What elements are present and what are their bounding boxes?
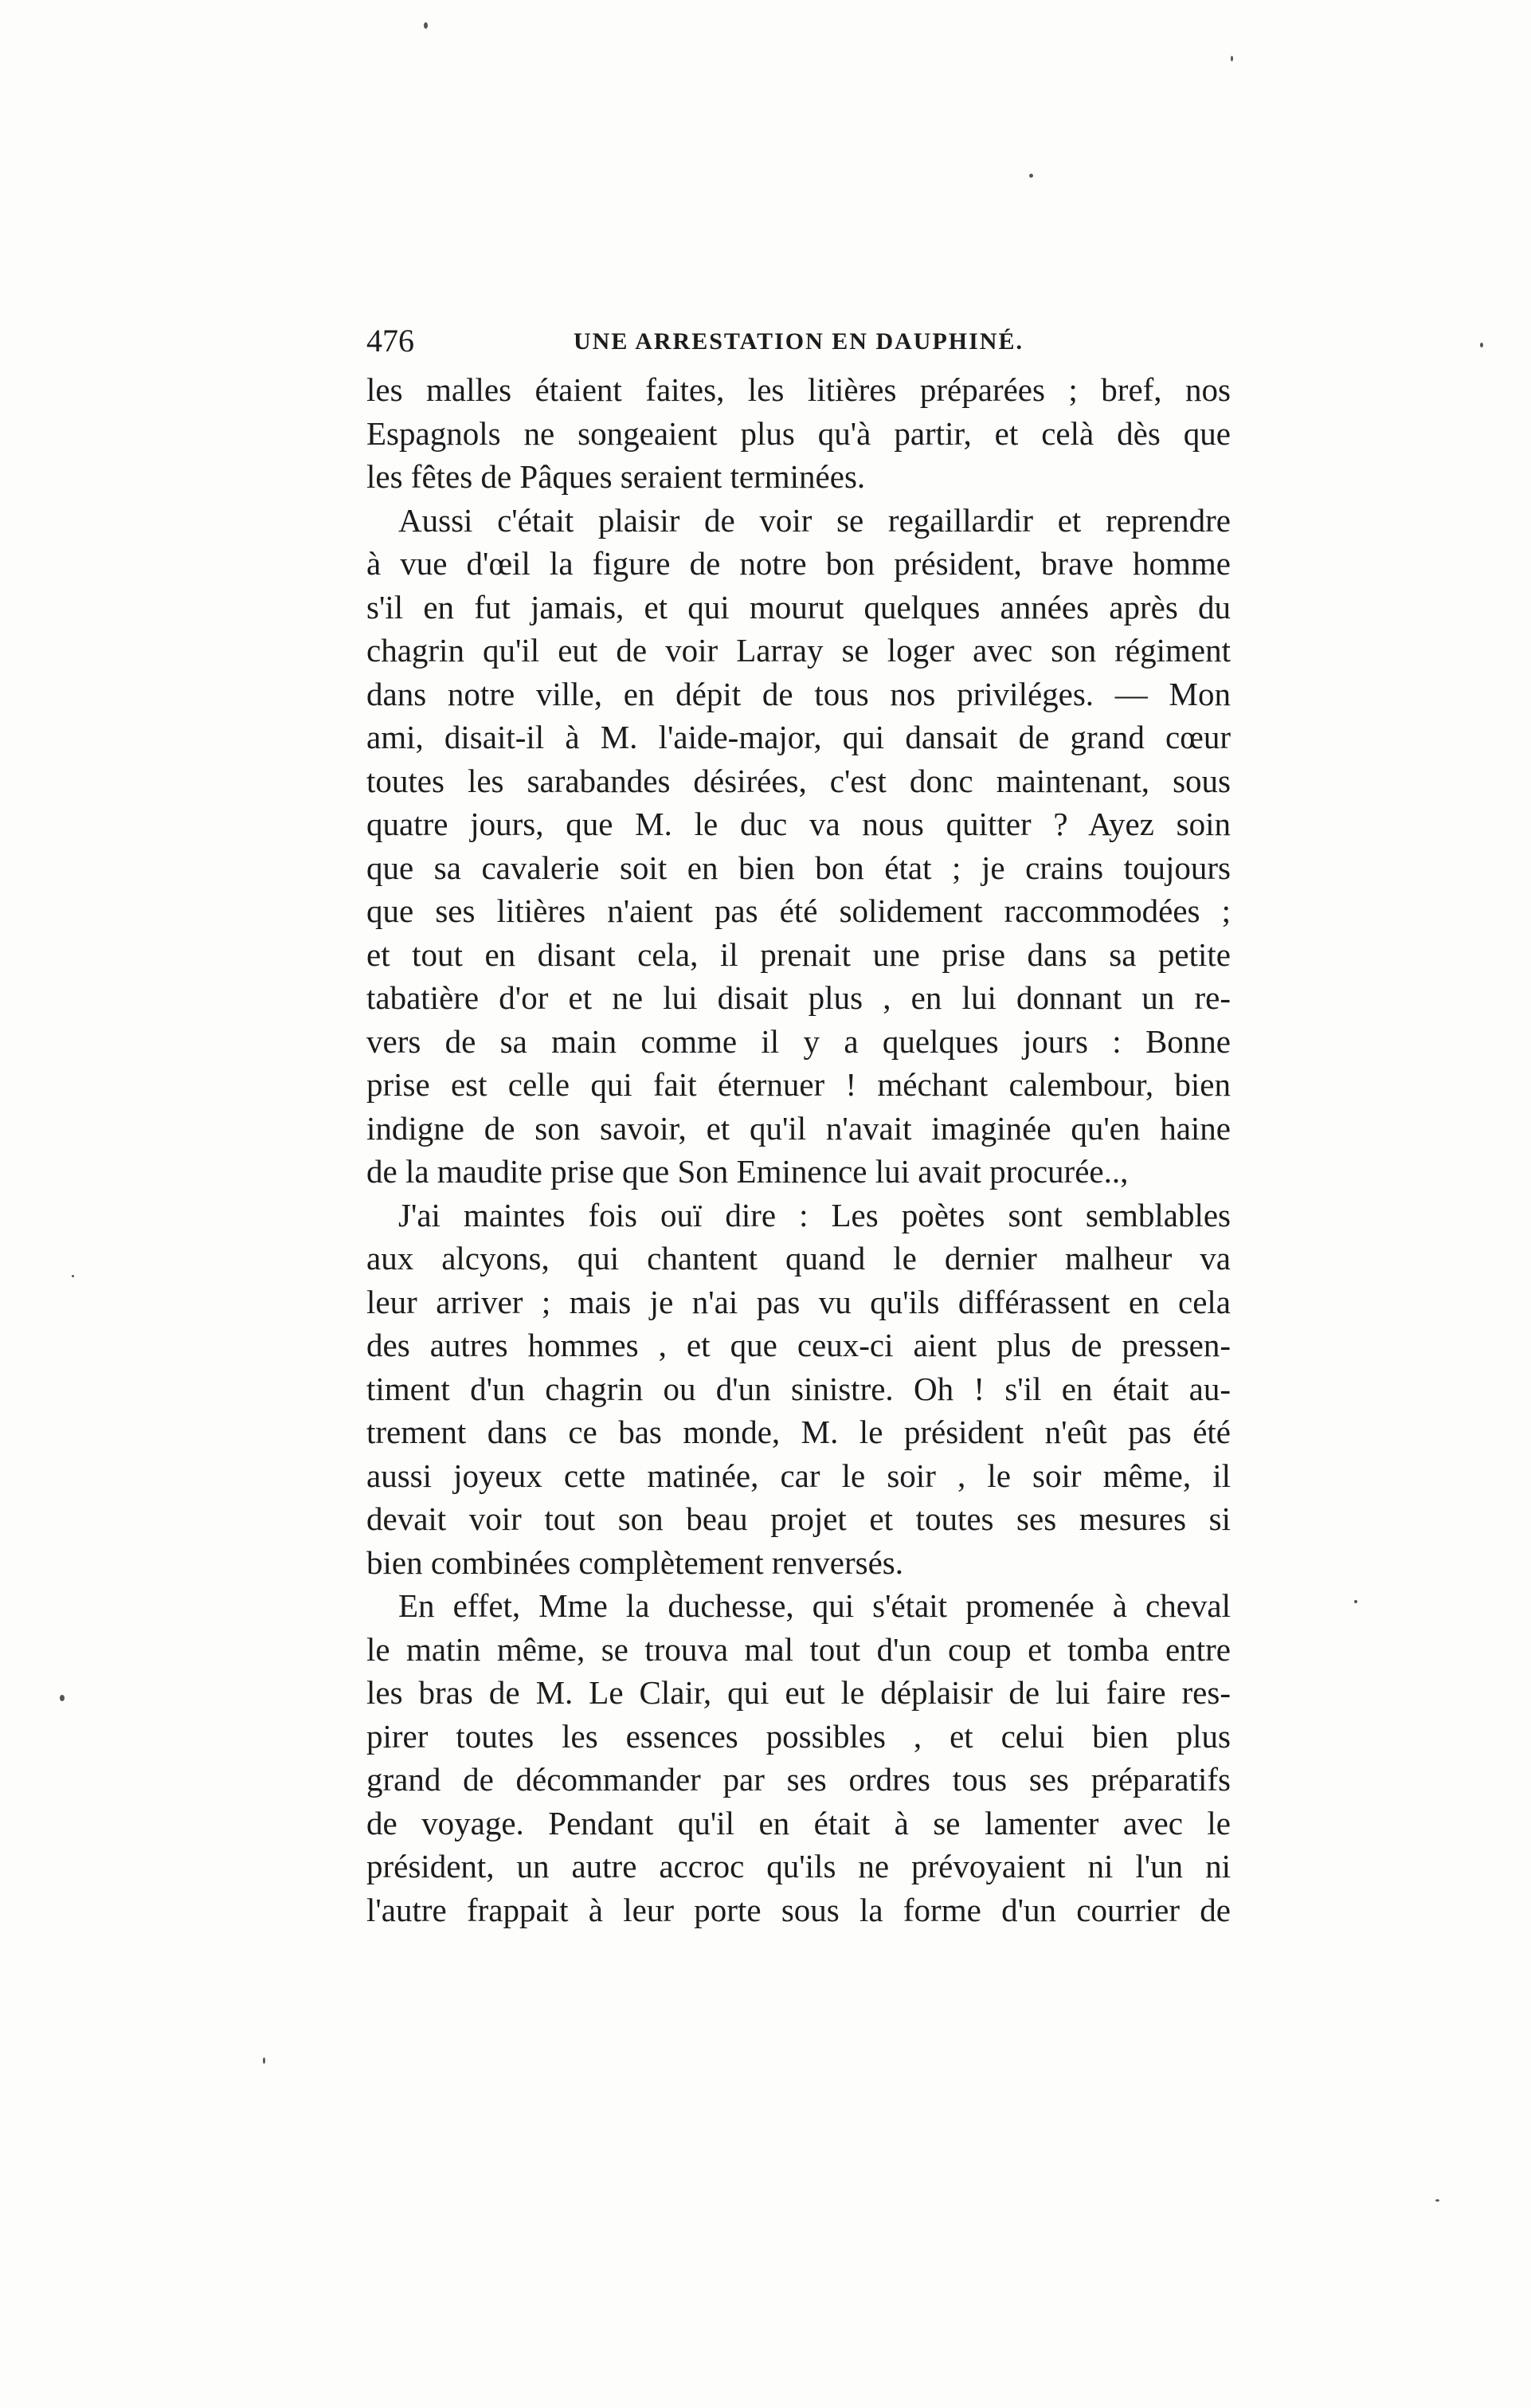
text-line: Aussi c'était plaisir de voir se regaillardir et reprendre (398, 501, 1231, 539)
text-line: président, un autre accroc qu'ils ne prévoyaient ni l'un ni (366, 1848, 1231, 1884)
text-line: pirer toutes les essences possibles , et celui bien plus (366, 1717, 1231, 1755)
text-line: timent d'un chagrin ou d'un sinistre. Oh ! s'il en était au- (366, 1370, 1231, 1407)
text-line: que ses litières n'aient pas été solidement raccommodées ; (366, 892, 1231, 929)
text-line: que sa cavalerie soit en bien bon état ; je crains toujours (366, 849, 1231, 886)
text-line: Espagnols ne songeaient plus qu'à partir, et celà dès que (366, 414, 1231, 452)
text-line: prise est celle qui fait éternuer ! méchant calembour, bien (366, 1066, 1231, 1103)
text-line: tabatière d'or et ne lui disait plus , en lui donnant un re- (366, 979, 1231, 1016)
text-line: J'ai maintes fois ouï dire : Les poètes sont semblables (398, 1196, 1231, 1233)
text-line: devait voir tout son beau projet et toutes ses mesures si (366, 1500, 1231, 1537)
text-line: le matin même, se trouva mal tout d'un coup et tomba entre (366, 1630, 1231, 1668)
text-line: toutes les sarabandes désirées, c'est donc maintenant, sous (366, 762, 1231, 799)
text-line: quatre jours, que M. le duc va nous quitter ? Ayez soin (366, 806, 1231, 842)
text-line: et tout en disant cela, il prenait une prise dans sa petite (366, 935, 1231, 973)
text-line: l'autre frappait à leur porte sous la forme d'un courrier de (366, 1891, 1231, 1928)
text-line: dans notre ville, en dépit de tous nos priviléges. — Mon (366, 675, 1231, 712)
text-line: aux alcyons, qui chantent quand le dernier malheur va (366, 1240, 1231, 1277)
scan-speck (424, 22, 428, 29)
page-number: 476 (366, 323, 414, 359)
scan-speck (1354, 1600, 1357, 1603)
text-line: leur arriver ; mais je n'ai pas vu qu'ils différassent en cela (366, 1283, 1231, 1320)
text-line: grand de décommander par ses ordres tous ses préparatifs (366, 1761, 1231, 1798)
body-text (366, 368, 1231, 1931)
text-line: les malles étaient faites, les litières préparées ; bref, nos (366, 371, 1231, 408)
text-line: les bras de M. Le Clair, qui eut le déplaisir de lui faire res- (366, 1674, 1231, 1711)
text-line: s'il en fut jamais, et qui mourut quelques années après du (366, 588, 1231, 626)
scan-speck (1231, 56, 1233, 61)
page-header (366, 317, 1231, 365)
scan-speck (1480, 343, 1483, 347)
text-line: de la maudite prise que Son Eminence lui avait procurée.., (366, 1153, 1129, 1190)
text-line: bien combinées complètement renversés. (366, 1543, 903, 1581)
text-line: ami, disait-il à M. l'aide-major, qui dansait de grand cœur (366, 719, 1231, 755)
text-line: En effet, Mme la duchesse, qui s'était promenée à cheval (398, 1587, 1231, 1624)
running-head: UNE ARRESTATION EN DAUPHINÉ. (574, 328, 1024, 355)
text-line: indigne de son savoir, et qu'il n'avait imaginée qu'en haine (366, 1109, 1231, 1147)
text-line: chagrin qu'il eut de voir Larray se loger avec son régiment (366, 632, 1231, 669)
scan-speck (72, 1275, 74, 1277)
text-line: des autres hommes , et que ceux-ci aient plus de pressen- (366, 1327, 1231, 1363)
text-line: vers de sa main comme il y a quelques jours : Bonne (366, 1022, 1231, 1060)
text-line: à vue d'œil la figure de notre bon président, brave homme (366, 545, 1231, 582)
text-line: aussi joyeux cette matinée, car le soir , le soir même, il (366, 1457, 1231, 1494)
scan-speck (263, 2057, 265, 2064)
scan-speck (60, 1695, 65, 1701)
scan-speck (1435, 2199, 1439, 2202)
scan-speck (1029, 174, 1033, 178)
text-line: de voyage. Pendant qu'il en était à se lamenter avec le (366, 1804, 1231, 1841)
text-line: les fêtes de Pâques seraient terminées. (366, 458, 866, 495)
text-line: trement dans ce bas monde, M. le président n'eût pas été (366, 1414, 1231, 1450)
